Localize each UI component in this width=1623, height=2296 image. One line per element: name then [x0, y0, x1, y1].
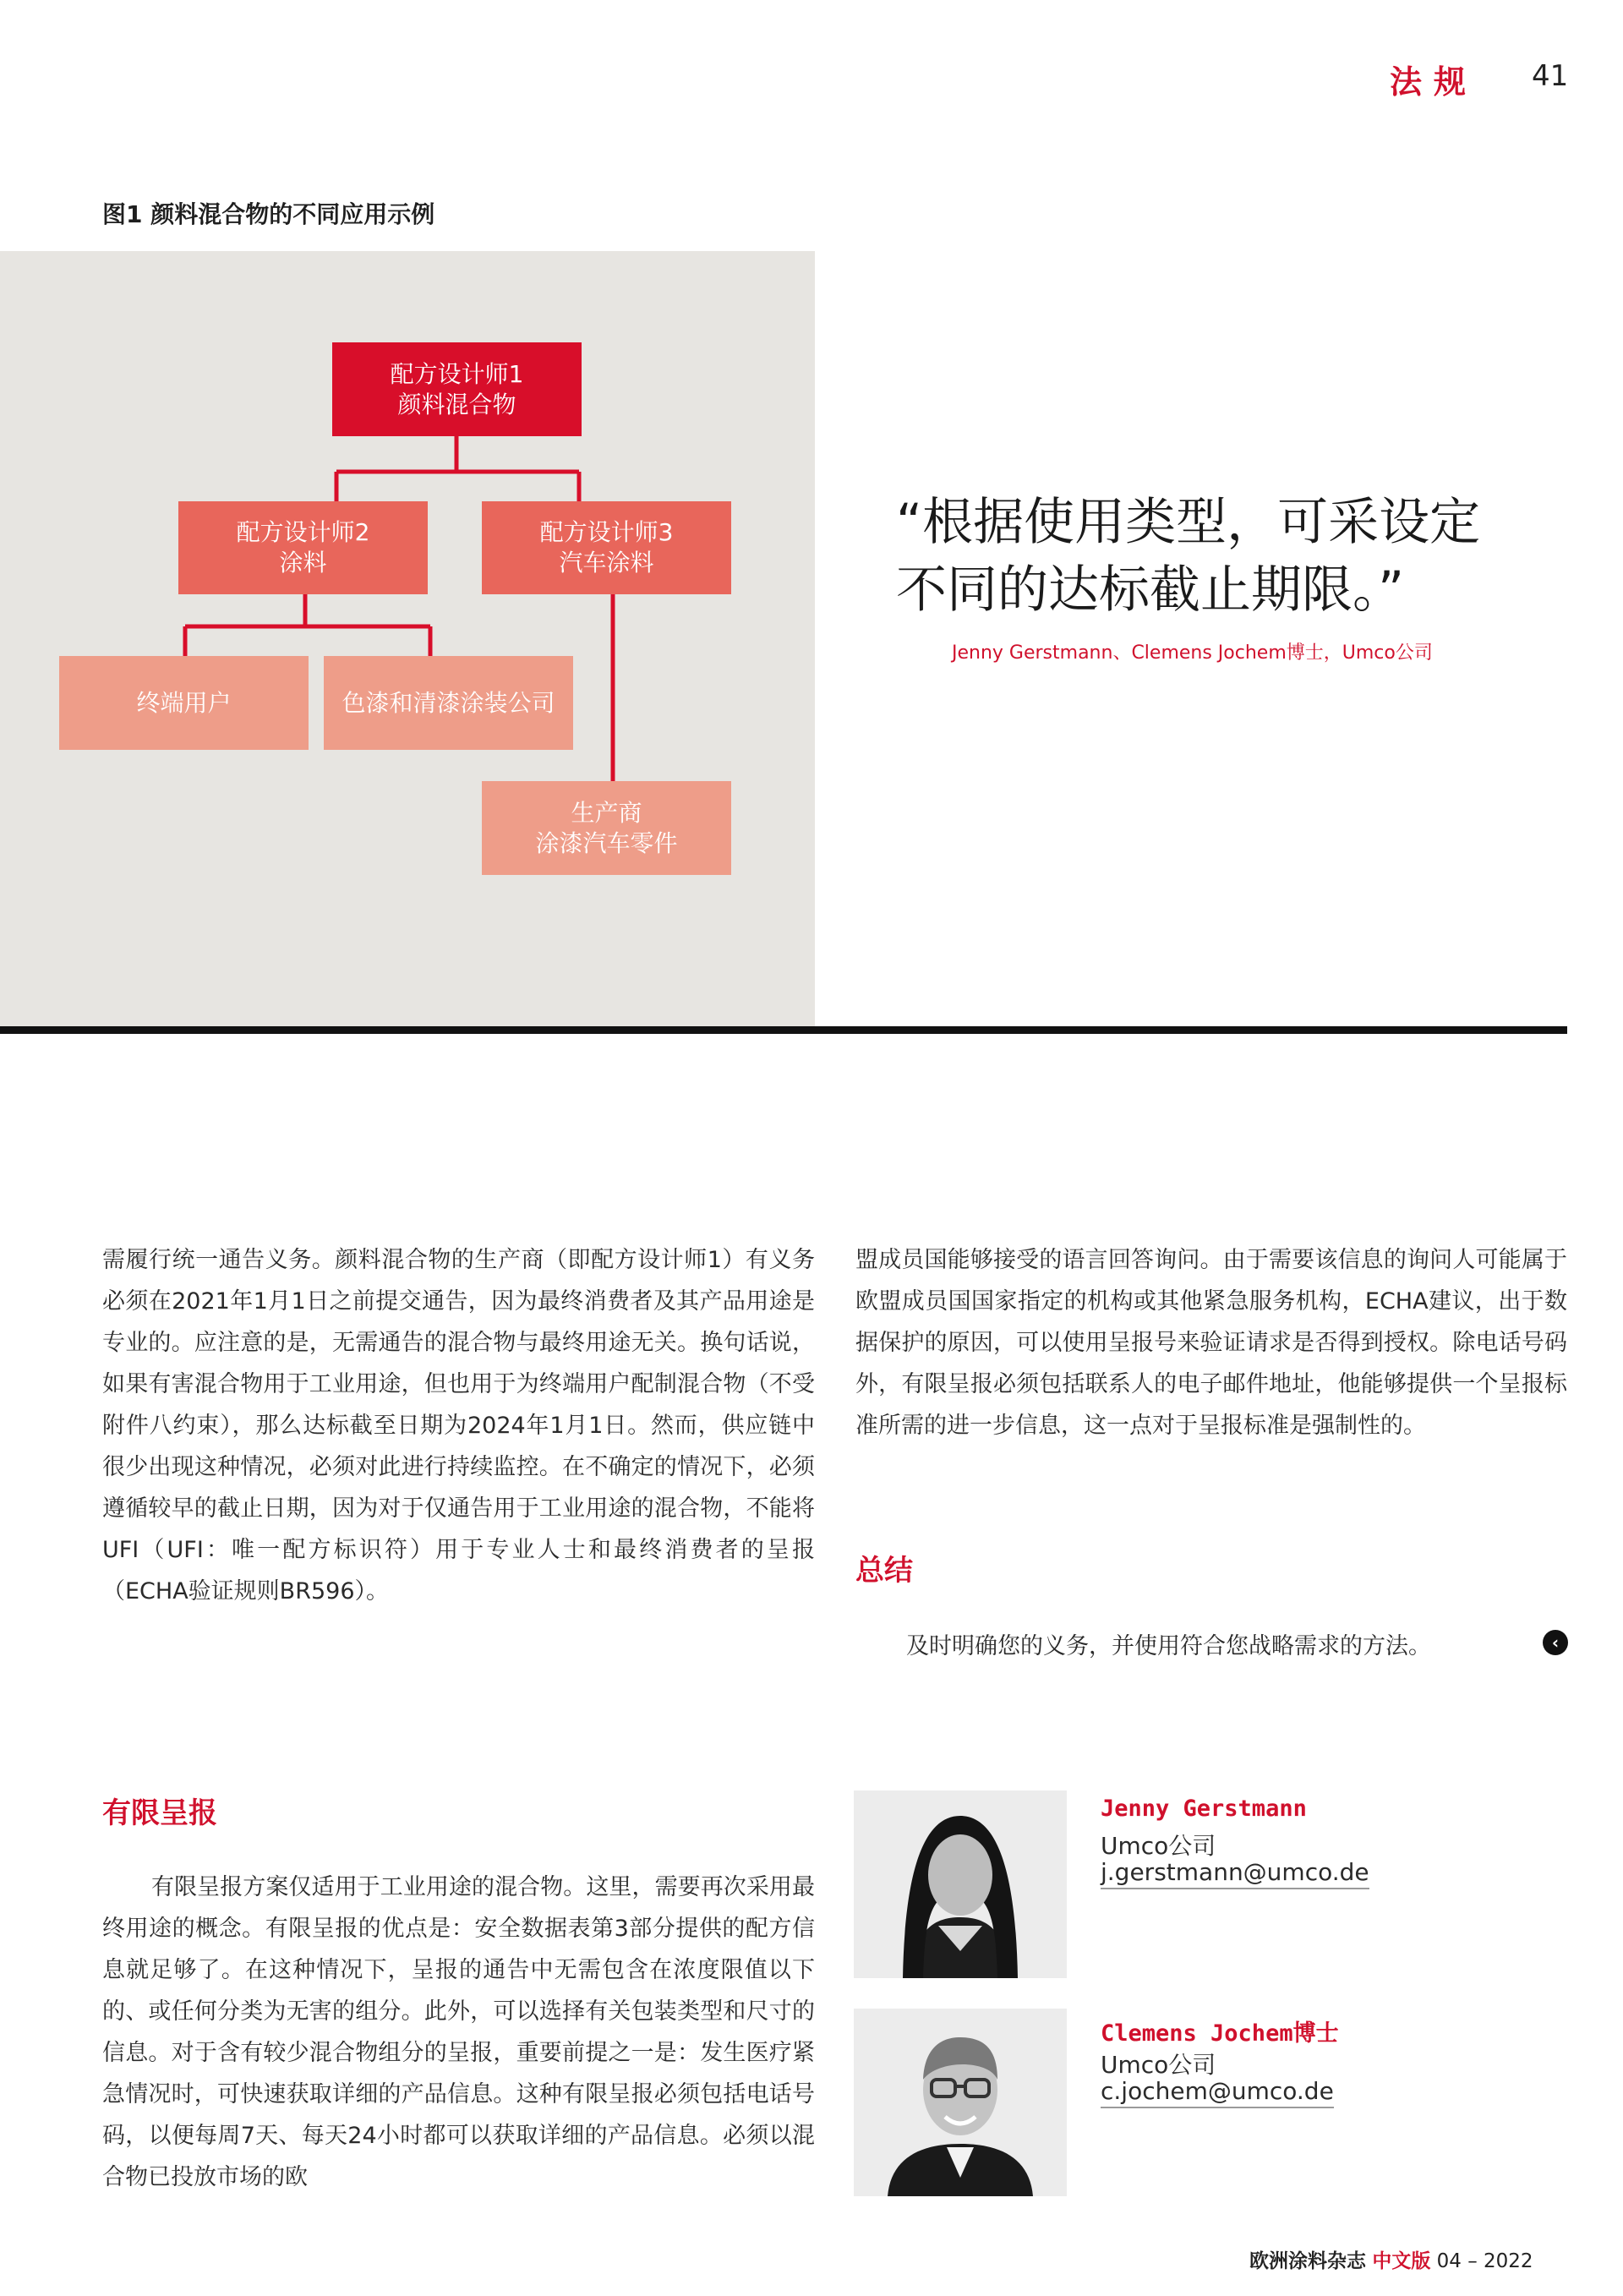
author-photo-gerstmann — [854, 1790, 1067, 1978]
body-paragraph: 需履行统一通告义务。颜料混合物的生产商（即配方设计师1）有义务必须在2021年1月1日之前提交通告，因为最终消费者及其产品用途是专业的。应注意的是，无需通告的混合物与最终用途无关。换句话说，如果有害混合物用于工业用途，但也用于为终端用户配制混合物（不受附件八约束），那么达标截至日期为2024年1月1日。然而，供应链中很少出现这种情况，必须对此进行持续监控。在不确定的情况下，必须遵循较早的截止日期，因为对于仅通告用于工业用途的混合物，不能将UFI（UFI：唯一配方标识符）用于专业人士和最终消费者的呈报（ECHA验证规则BR596）。 — [102, 1247, 815, 1604]
node-formulator-1-line2: 颜料混合物 — [397, 390, 516, 418]
node-manufacturer-line2: 涂漆汽车零件 — [535, 828, 678, 857]
page-number: 41 — [1532, 59, 1569, 93]
author-organization: Umco公司 — [1101, 1832, 1216, 1860]
author-email-link[interactable]: c.jochem@umco.de — [1101, 2077, 1334, 2108]
body-paragraph: 有限呈报方案仅适用于工业用途的混合物。这里，需要再次采用最终用途的概念。有限呈报的优点是：安全数据表第3部分提供的配方信息就足够了。在这种情况下，呈报的通告中无需包含在浓度限值以下的、或任何分类为无害的组分。此外，可以选择有关包装类型和尺寸的信息。对于含有较少混合物组分的呈报，重要前提之一是：发生医疗紧急情况时，可快速获取详细的产品信息。这种有限呈报必须包括电话号码，以便每周7天、每天24小时都可以获取详细的产品信息。必须以混合物已投放市场的欧 — [102, 1874, 815, 2190]
quote-credit: Jenny Gerstmann、Clemens Jochem博士，Umco公司 — [952, 642, 1433, 664]
connector-root — [336, 436, 579, 501]
pull-quote — [896, 489, 1572, 624]
person-portrait-icon — [854, 2009, 1067, 2196]
chevron-left-icon: ‹ — [1543, 1630, 1568, 1655]
node-formulator-2 — [178, 501, 428, 594]
body-column-left-top — [102, 1239, 815, 1612]
node-formulator-3-line2: 汽车涂料 — [559, 549, 654, 577]
author-name: Jenny Gerstmann — [1101, 1796, 1307, 1822]
body-column-left-bottom — [102, 1867, 815, 2198]
pull-quote-line-2: 不同的达标截止期限。” — [896, 560, 1405, 620]
footer-issue: 04 – 2022 — [1436, 2250, 1533, 2272]
footer-edition: 中文版 — [1372, 2250, 1431, 2272]
node-manufacturer-line1: 生产商 — [571, 798, 642, 827]
author-photo-jochem — [854, 2009, 1067, 2196]
figure-caption: 图1 颜料混合物的不同应用示例 — [102, 200, 435, 228]
org-diagram — [0, 251, 815, 1029]
node-formulator-2-line1: 配方设计师2 — [236, 518, 370, 546]
page-footer — [1249, 2245, 1533, 2273]
section-title: 法规 — [1390, 63, 1478, 101]
node-formulator-1 — [332, 342, 582, 436]
node-formulator-3 — [482, 501, 731, 594]
pull-quote-line-1: “根据使用类型，可采设定 — [896, 493, 1481, 552]
footer-magazine: 欧洲涂料杂志 — [1249, 2250, 1366, 2272]
author-email-link[interactable]: j.gerstmann@umco.de — [1101, 1858, 1369, 1889]
heading-summary: 总结 — [855, 1554, 913, 1588]
node-formulator-2-line2: 涂料 — [279, 549, 327, 577]
body-column-right-top — [855, 1239, 1567, 1446]
node-formulator-3-line1: 配方设计师3 — [539, 518, 674, 546]
node-formulator-1-line1: 配方设计师1 — [390, 359, 524, 388]
node-manufacturer — [482, 781, 731, 875]
node-coating-company-label: 色漆和清漆涂装公司 — [342, 688, 555, 717]
node-end-user — [59, 656, 309, 750]
summary-text: 及时明确您的义务，并使用符合您战略需求的方法。 — [906, 1633, 1431, 1659]
person-portrait-icon — [854, 1790, 1067, 1978]
heading-limited-submission: 有限呈报 — [102, 1796, 217, 1830]
body-paragraph: 盟成员国能够接受的语言回答询问。由于需要该信息的询问人可能属于欧盟成员国国家指定的机构或其他紧急服务机构，ECHA建议，出于数据保护的原因，可以使用呈报号来验证请求是否得到授权。除电话号码外，有限呈报必须包括联系人的电子邮件地址，他能够提供一个呈报标准所需的进一步信息，这一点对于呈报标准是强制性的。 — [855, 1247, 1567, 1439]
connector-left — [185, 594, 430, 656]
author-organization: Umco公司 — [1101, 2051, 1216, 2079]
section-divider — [0, 1026, 1567, 1034]
author-name: Clemens Jochem博士 — [1101, 2020, 1339, 2047]
node-coating-company — [324, 656, 573, 750]
node-end-user-label: 终端用户 — [136, 688, 232, 717]
